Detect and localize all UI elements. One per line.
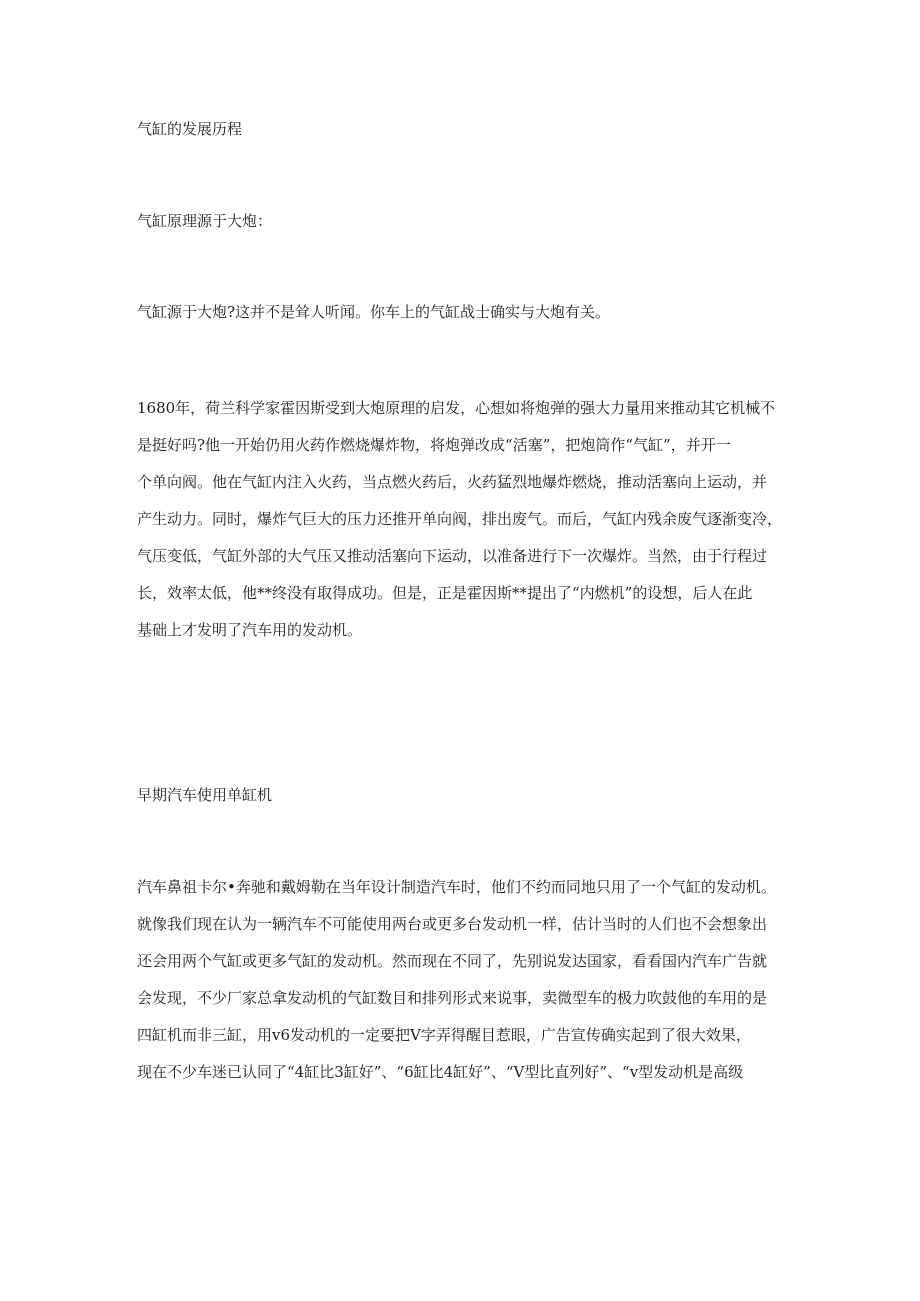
paragraph-line: 汽车鼻祖卡尔•奔驰和戴姆勒在当年设计制造汽车时，他们不约而同地只用了一个气缸的发动机。 (137, 878, 776, 896)
paragraph-huygens (137, 397, 797, 656)
paragraph-line: 就像我们现在认为一辆汽车不可能使用两台或更多台发动机一样，估计当时的人们也不会想象出 (137, 915, 768, 933)
paragraph-line: 气缸源于大炮?这并不是耸人听闻。你车上的气缸战士确实与大炮有关。 (137, 303, 611, 321)
paragraph-line: 现在不少车迷已认同了“4缸比3缸好”、“6缸比4缸好”、“V型比直列好”、“v型发动机是高级 (137, 1063, 744, 1081)
paragraph-line: 是挺好吗?他一开始仍用火药作燃烧爆炸物，将炮弹改成“活塞”，把炮筒作“气缸”，并开一 (137, 436, 731, 454)
paragraph-early-cars (137, 876, 797, 1098)
section-heading-cannon-origin: 气缸原理源于大炮： (137, 212, 273, 230)
paragraph-line: 四缸机而非三缸，用v6发动机的一定要把V字弄得醒目惹眼，广告宣传确实起到了很大效果， (137, 1026, 751, 1044)
paragraph-line: 长，效率太低，他**终没有取得成功。但是，正是霍因斯**提出了“内燃机”的设想，后人在此 (137, 584, 753, 602)
paragraph-line: 基础上才发明了汽车用的发动机。 (137, 621, 363, 639)
paragraph-line: 会发现，不少厂家总拿发动机的气缸数目和排列形式来说事，卖微型车的极力吹鼓他的车用的是 (137, 989, 768, 1007)
paragraph-line: 气压变低，气缸外部的大气压又推动活塞向下运动，以准备进行下一次爆炸。当然，由于行程过 (137, 547, 768, 565)
intro-paragraph (137, 301, 797, 338)
section-heading-single-cylinder: 早期汽车使用单缸机 (137, 786, 273, 804)
paragraph-line: 1680年，荷兰科学家霍因斯受到大炮原理的启发，心想如将炮弹的强大力量用来推动其它机械不 (137, 399, 776, 417)
paragraph-line: 还会用两个气缸或更多气缸的发动机。然而现在不同了，先别说发达国家，看看国内汽车广告就 (137, 952, 768, 970)
paragraph-line: 个单向阀。他在气缸内注入火药，当点燃火药后，火药猛烈地爆炸燃烧，推动活塞向上运动，并 (137, 473, 768, 491)
document-title: 气缸的发展历程 (137, 120, 243, 138)
paragraph-line: 产生动力。同时，爆炸气巨大的压力还推开单向阀，排出废气。而后，气缸内残余废气逐渐变冷， (137, 510, 783, 528)
